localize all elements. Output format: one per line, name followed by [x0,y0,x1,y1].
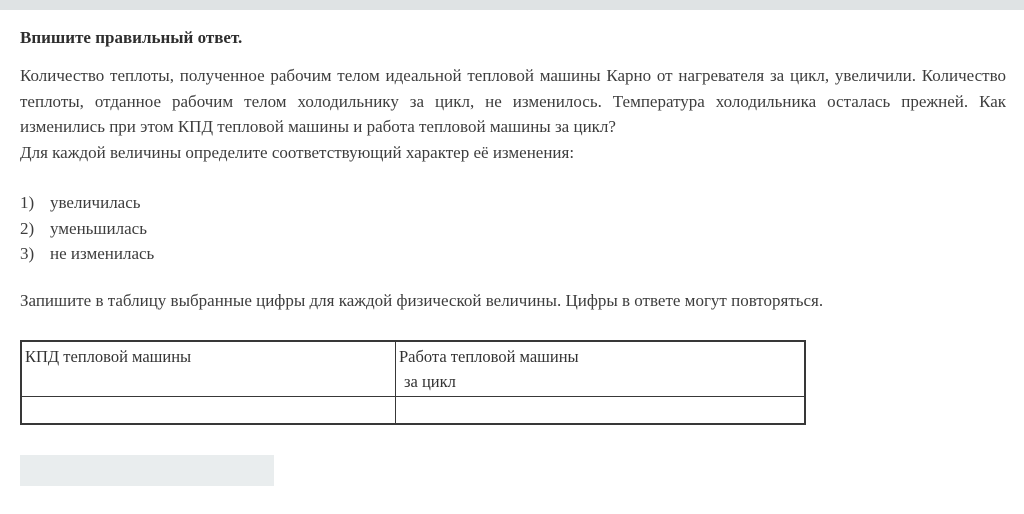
option-unchanged [20,241,154,267]
table-answer-row [21,397,805,425]
question-title: Впишите правильный ответ. [20,28,243,47]
table-header-efficiency-label: КПД тепловой машины [25,347,192,366]
answer-cell-work [396,397,806,425]
option-marker: 1) [20,193,35,212]
option-marker: 3) [20,244,35,263]
answer-options-list [20,190,154,267]
answer-table [20,340,806,425]
fill-table-instruction: Запишите в таблицу выбранные цифры для каждой физической величины. Цифры в ответе могут повторяться. [20,291,824,310]
top-divider-bar [0,0,1024,10]
table-header-work [396,341,806,397]
option-label: увеличилась [50,193,141,212]
answer-cell-efficiency [21,397,396,425]
table-header-row [21,341,805,397]
option-increased [20,190,154,216]
question-prompt: Для каждой величины определите соответствующий характер её изменения: [20,142,575,162]
answer-input-box[interactable] [20,455,274,486]
table-header-work-label-line1: Работа тепловой машины [399,347,579,366]
question-block [20,63,1006,165]
option-marker: 2) [20,218,35,238]
table-header-work-label-line2: за цикл [404,372,456,391]
table-header-efficiency [21,341,396,397]
option-label: уменьшилась [50,218,147,238]
option-label: не изменилась [50,244,155,263]
option-decreased [20,216,154,242]
question-text: Количество теплоты, полученное рабочим телом идеальной тепловой машины Карно от нагревателя за цикл, увеличили. Количество теплоты, отданное рабочим телом холодильнику за цикл, не изменилось. Температура холодильника осталась прежней. Как изменились при этом КПД тепловой машины и работа тепловой машины за цикл? [20,66,1006,136]
